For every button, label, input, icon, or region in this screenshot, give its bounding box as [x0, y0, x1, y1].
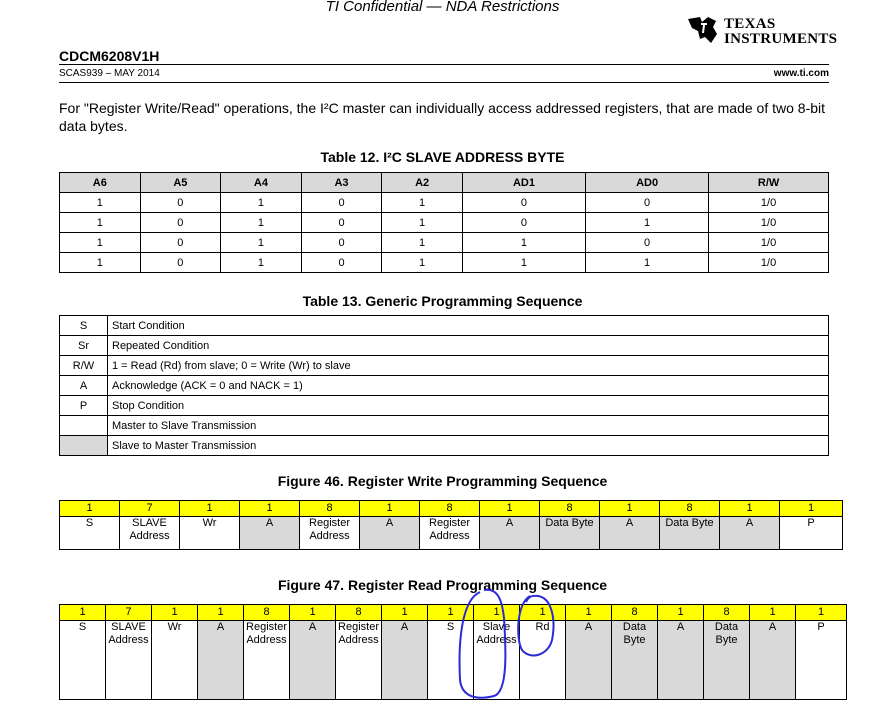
table-body — [60, 193, 829, 273]
bit-count-cell: 8 — [420, 501, 480, 517]
symbol-cell: A — [60, 376, 108, 396]
field-cell: Data Byte — [704, 621, 750, 700]
bit-count-cell: 8 — [336, 605, 382, 621]
doc-code: SCAS939 – MAY 2014 — [59, 68, 160, 79]
bit-count-cell: 8 — [540, 501, 600, 517]
logo-text-line1: TEXAS — [724, 16, 776, 32]
bit-count-cell: 8 — [704, 605, 750, 621]
bit-count-row — [60, 501, 843, 517]
definition-cell: Master to Slave Transmission — [108, 416, 829, 436]
logo-text-line2: INSTRUMENTS — [724, 31, 838, 47]
field-cell: A — [566, 621, 612, 700]
table-cell: 1 — [382, 233, 463, 253]
column-header: A2 — [382, 173, 463, 193]
field-cell: A — [198, 621, 244, 700]
bit-count-cell: 1 — [60, 501, 120, 517]
table-cell: 1 — [382, 213, 463, 233]
definition-cell: 1 = Read (Rd) from slave; 0 = Write (Wr) to slave — [108, 356, 829, 376]
field-cell: A — [750, 621, 796, 700]
table-cell: 1 — [221, 253, 302, 273]
table-cell: 1 — [462, 233, 585, 253]
field-cell: A — [658, 621, 704, 700]
table-cell: 0 — [301, 253, 382, 273]
bit-count-cell: 1 — [720, 501, 780, 517]
field-cell: Data Byte — [612, 621, 658, 700]
bit-count-cell: 1 — [60, 605, 106, 621]
field-cell: Register Address — [336, 621, 382, 700]
field-cell: P — [780, 517, 843, 550]
table-row — [60, 436, 829, 456]
bit-count-cell: 1 — [480, 501, 540, 517]
website-link[interactable]: www.ti.com — [773, 68, 829, 79]
bit-count-cell: 1 — [382, 605, 428, 621]
header-divider — [59, 64, 829, 65]
table-row — [60, 193, 829, 213]
table-cell: 0 — [586, 193, 709, 213]
field-cell: Data Byte — [660, 517, 720, 550]
bit-count-cell: 1 — [796, 605, 847, 621]
programming-sequence-table — [59, 315, 829, 456]
symbol-cell: R/W — [60, 356, 108, 376]
field-label-row — [60, 517, 843, 550]
field-cell: A — [720, 517, 780, 550]
ti-logo-icon — [686, 13, 720, 47]
column-header: A6 — [60, 173, 141, 193]
table-cell: 1 — [462, 253, 585, 273]
bit-count-cell: 1 — [198, 605, 244, 621]
slave-address-table — [59, 172, 829, 273]
table-cell: 1 — [382, 253, 463, 273]
table-cell: 0 — [301, 213, 382, 233]
bit-count-cell: 1 — [520, 605, 566, 621]
definition-cell: Start Condition — [108, 316, 829, 336]
table-row — [60, 253, 829, 273]
header-bottom-rule — [59, 82, 829, 83]
table-body — [60, 316, 829, 456]
table-row — [60, 336, 829, 356]
bit-count-cell: 1 — [600, 501, 660, 517]
table-cell: 1/0 — [709, 213, 829, 233]
table-cell: 1/0 — [709, 253, 829, 273]
table-row — [60, 356, 829, 376]
bit-count-cell: 1 — [240, 501, 300, 517]
field-cell: SLAVE Address — [120, 517, 180, 550]
table-cell: 0 — [586, 233, 709, 253]
table-cell: 1 — [60, 193, 141, 213]
field-cell: S — [60, 621, 106, 700]
register-read-sequence — [59, 604, 847, 700]
symbol-cell: S — [60, 316, 108, 336]
ti-logo-text — [724, 17, 837, 47]
table-cell: 0 — [140, 253, 221, 273]
table13-title: Table 13. Generic Programming Sequence — [302, 293, 583, 309]
field-cell: P — [796, 621, 847, 700]
field-cell: A — [480, 517, 540, 550]
bit-count-cell: 1 — [360, 501, 420, 517]
field-cell: A — [600, 517, 660, 550]
table-cell: 1 — [60, 233, 141, 253]
bit-count-cell: 7 — [120, 501, 180, 517]
doc-number: CDCM6208V1H — [59, 48, 160, 64]
table-cell: 1 — [221, 213, 302, 233]
field-cell: A — [240, 517, 300, 550]
field-cell: S — [428, 621, 474, 700]
field-cell: A — [290, 621, 336, 700]
column-header: R/W — [709, 173, 829, 193]
symbol-cell — [60, 416, 108, 436]
field-cell: A — [360, 517, 420, 550]
field-cell: Slave Address — [474, 621, 520, 700]
confidential-banner: TI Confidential — NDA Restrictions — [325, 0, 560, 15]
table-cell: 0 — [140, 233, 221, 253]
table-cell: 1 — [60, 253, 141, 273]
bit-count-cell: 8 — [244, 605, 290, 621]
field-cell: Wr — [152, 621, 198, 700]
field-cell: A — [382, 621, 428, 700]
bit-count-cell: 1 — [658, 605, 704, 621]
definition-cell: Slave to Master Transmission — [108, 436, 829, 456]
bit-count-cell: 1 — [152, 605, 198, 621]
field-cell: Register Address — [420, 517, 480, 550]
bit-count-cell: 7 — [106, 605, 152, 621]
table-row — [60, 396, 829, 416]
bit-count-cell: 1 — [474, 605, 520, 621]
bit-count-cell: 8 — [300, 501, 360, 517]
table-row — [60, 376, 829, 396]
column-header: A4 — [221, 173, 302, 193]
ti-logo — [686, 13, 838, 47]
field-cell: Register Address — [300, 517, 360, 550]
table12-title: Table 12. I²C SLAVE ADDRESS BYTE — [320, 149, 565, 165]
table-cell: 1 — [586, 213, 709, 233]
table-cell: 1 — [221, 233, 302, 253]
symbol-cell: Sr — [60, 336, 108, 356]
intro-paragraph: For "Register Write/Read" operations, the I²C master can individually access addressed registers, that are made of two 8-bit data bytes. — [59, 100, 826, 134]
table-cell: 0 — [140, 213, 221, 233]
table-cell: 1/0 — [709, 233, 829, 253]
symbol-cell — [60, 436, 108, 456]
field-cell: Register Address — [244, 621, 290, 700]
table-cell: 1 — [382, 193, 463, 213]
figure46-title: Figure 46. Register Write Programming Sequence — [277, 473, 608, 489]
bit-count-row — [60, 605, 847, 621]
bit-count-cell: 1 — [180, 501, 240, 517]
table-cell: 0 — [462, 193, 585, 213]
table-header-row — [60, 173, 829, 193]
table-cell: 0 — [301, 233, 382, 253]
definition-cell: Stop Condition — [108, 396, 829, 416]
field-cell: SLAVE Address — [106, 621, 152, 700]
bit-count-cell: 8 — [612, 605, 658, 621]
bit-count-cell: 1 — [428, 605, 474, 621]
register-write-sequence — [59, 500, 843, 550]
table-cell: 0 — [462, 213, 585, 233]
table-row — [60, 316, 829, 336]
field-cell: Wr — [180, 517, 240, 550]
field-cell: S — [60, 517, 120, 550]
definition-cell: Acknowledge (ACK = 0 and NACK = 1) — [108, 376, 829, 396]
field-cell: Data Byte — [540, 517, 600, 550]
column-header: A3 — [301, 173, 382, 193]
table-cell: 1 — [60, 213, 141, 233]
bit-count-cell: 1 — [566, 605, 612, 621]
bit-count-cell: 1 — [750, 605, 796, 621]
field-label-row — [60, 621, 847, 700]
symbol-cell: P — [60, 396, 108, 416]
table-cell: 0 — [140, 193, 221, 213]
table-row — [60, 213, 829, 233]
column-header: A5 — [140, 173, 221, 193]
table-cell: 1 — [221, 193, 302, 213]
table-row — [60, 233, 829, 253]
definition-cell: Repeated Condition — [108, 336, 829, 356]
table-cell: 1 — [586, 253, 709, 273]
figure47-title: Figure 47. Register Read Programming Sequence — [277, 577, 608, 593]
field-cell: Rd — [520, 621, 566, 700]
table-cell: 1/0 — [709, 193, 829, 213]
column-header: AD1 — [462, 173, 585, 193]
bit-count-cell: 1 — [780, 501, 843, 517]
column-header: AD0 — [586, 173, 709, 193]
bit-count-cell: 8 — [660, 501, 720, 517]
table-row — [60, 416, 829, 436]
table-cell: 0 — [301, 193, 382, 213]
bit-count-cell: 1 — [290, 605, 336, 621]
